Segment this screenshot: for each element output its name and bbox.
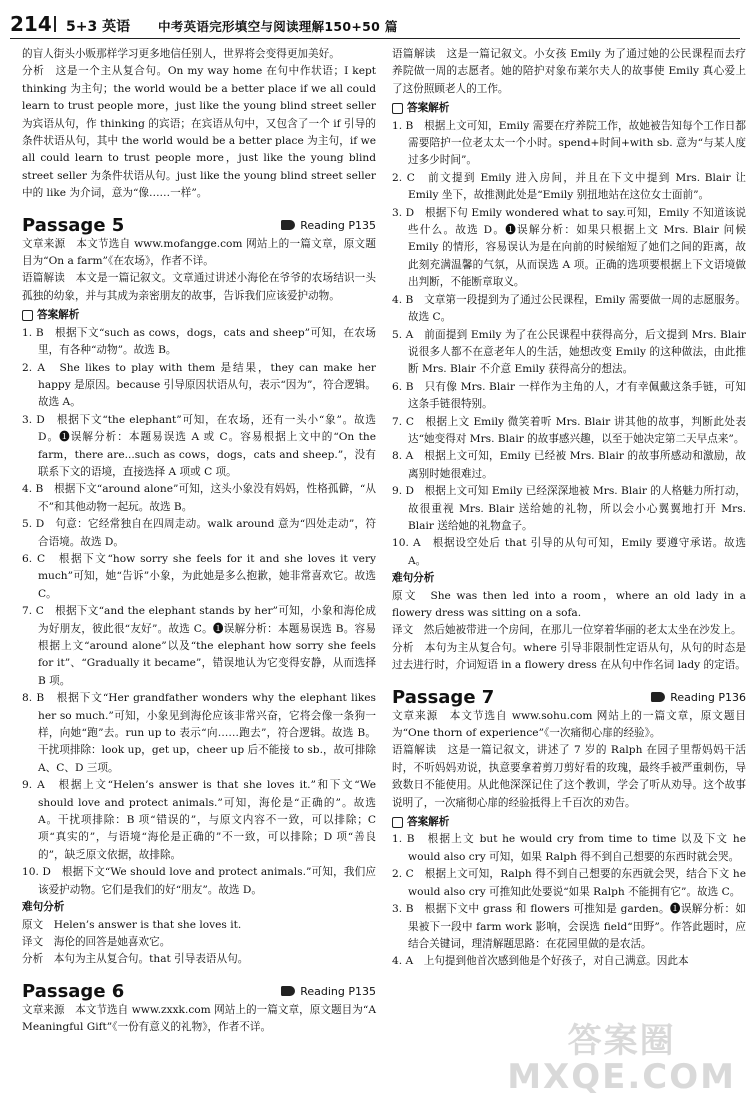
answer-item: 6. C 根据下文“how sorry she feels for it and she loves it very much”可知，她“告诉”小象，为此她是多么抱歉，她非常喜欢它。故选 C。 bbox=[22, 552, 376, 600]
answer-item: 5. D 句意：它经常独自在四周走动。walk around 意为“四处走动”，符合语境。故选 D。 bbox=[22, 518, 376, 548]
paragraph: 译文 然后她被带进一个房间，在那儿一位穿着华丽的老太太坐在沙发上。 bbox=[392, 624, 742, 637]
left-column bbox=[22, 46, 376, 1037]
answer-item: 3. D 根据下句 Emily wondered what to say.可知，Emily 不知道该说些什么。故选 D。❶误解分析：如果只根据上文 Mrs. Blair 问候 Emily 的情形，容易误认为是在向前的时候缩短了她们之间的距离，故此刻充满温馨的气氛，从而误选 A 项。正确的选项要根据上下文语境做出判断，不能断章取义。 bbox=[392, 206, 746, 289]
paragraph: 分析 本句为主从复合句。that 引导表语从句。 bbox=[22, 953, 249, 966]
passage-heading bbox=[22, 215, 376, 236]
passage-heading bbox=[392, 687, 746, 708]
answer-item: 3. D 根据下文“the elephant”可知，在农场，还有一头小“象”。故选 D。❶误解分析：本题易误选 A 或 C。容易根据上文中的“On the farm，there are...such as cows，dogs，cats and sheep.”，没有联系下文的语境，直接选择 A 项或 C 项。 bbox=[22, 413, 376, 478]
answer-item: 7. C 根据上文 Emily 微笑着听 Mrs. Blair 讲其他的故事，判断此处表达“她变得对 Mrs. Blair 的故事感兴趣，以至于她决定第二天早点来”。 bbox=[392, 415, 746, 445]
answer-item: 2. C 根据上文可知，Ralph 得不到自己想要的东西就会哭，结合下文 he would also cry 可推知此处要说“如果 Ralph 不能拥有它”。故选 C。 bbox=[392, 868, 746, 898]
lock-icon bbox=[392, 103, 403, 114]
answer-item: 8. A 根据上文可知，Emily 已经被 Mrs. Blair 的故事所感动和激励，故离别时她很难过。 bbox=[392, 450, 746, 480]
paragraph: 分析 这是一个主从复合句。On my way home 在句中作状语；I kept thinking 为主句；the world would be a better place if we all could learn to trust people more，just like the young blind street seller 为宾语从句，作 thinking 的宾语；在宾语从句中，又包含了一个 if 引导的条件状语从句，其中 the world would be a better place 为主句，if we all could learn to trust people more，just like the young blind street seller 为条件状语从句。just like the young blind street seller 中的 like 为介词，意为“像……一样”。 bbox=[22, 65, 376, 200]
answer-item: 4. B 文章第一段提到为了通过公民课程，Emily 需要做一周的志愿服务。故选 C。 bbox=[392, 293, 746, 324]
lock-icon bbox=[22, 310, 33, 321]
passage-title: Passage 5 bbox=[22, 214, 125, 236]
answer-section-label bbox=[392, 100, 746, 117]
page-number: 214 bbox=[10, 12, 52, 36]
answer-item: 2. A She likes to play with them 是结果，they can make her happy 是原因。because 引导原因状语从句，表示“因为”，符合逻辑。故选 A。 bbox=[22, 361, 376, 409]
paragraph: 原文 She was then led into a room，where an old lady in a flowery dress was sitting on a sofa. bbox=[392, 589, 746, 619]
paragraph: 文章来源 本文节选自 www.mofangge.com 网站上的一篇文章，原文题目为“On a farm”《在农场》，作者不详。 bbox=[22, 237, 376, 268]
reading-ref-text: Reading P135 bbox=[300, 984, 376, 998]
answer-item: 9. D 根据上文可知 Emily 已经深深地被 Mrs. Blair 的人格魅力所打动，故很重视 Mrs. Blair 送给她的礼物，所以会小心翼翼地打开 Mrs. Blair 送给她的礼物盒子。 bbox=[392, 485, 746, 532]
answer-section-text: 答案解析 bbox=[37, 309, 80, 322]
passage-heading bbox=[22, 981, 376, 1002]
reading-ref-text: Reading P136 bbox=[670, 690, 746, 704]
answer-section-text: 答案解析 bbox=[407, 102, 450, 115]
answer-item: 2. C 前文提到 Emily 进入房间，并且在下文中提到 Mrs. Blair 让 Emily 坐下，故推测此处是“Emily 别扭地站在这位女士面前”。 bbox=[392, 171, 746, 202]
answer-item: 1. B 根据下文“such as cows，dogs，cats and sheep”可知，在农场里，有各种“动物”。故选 B。 bbox=[22, 326, 376, 357]
answer-item: 4. A 上句提到他首次感到他是个好孩子，对自己满意。因此本 bbox=[392, 955, 689, 968]
lock-icon bbox=[392, 817, 403, 828]
header-divider bbox=[54, 16, 56, 32]
paragraph: 文章来源 本文节选自 www.sohu.com 网站上的一篇文章，原文题目为“One thorn of experience”《一次痛彻心扉的经验》。 bbox=[392, 709, 746, 740]
page-header bbox=[10, 8, 740, 39]
pointing-hand-icon bbox=[281, 986, 295, 996]
watermark-logo: 答案圈 MXQE.COM bbox=[507, 1021, 736, 1097]
paragraph: 原文 Helen’s answer is that she loves it. bbox=[22, 918, 242, 931]
paragraph: 分析 本句为主从复合句。where 引导非限制性定语从句，从句的时态是过去进行时，介词短语 in a flowery dress 在从句中作名词 lady 的定语。 bbox=[392, 641, 746, 672]
answer-item: 5. A 前面提到 Emily 为了在公民课程中获得高分，后文提到 Mrs. Blair 说很多人都不在意老年人的生活，她想改变 Emily 的这种做法，由此推断 Mrs. Blair 不介意 Emily 获得高分的想法。 bbox=[392, 328, 746, 376]
passage-title: Passage 7 bbox=[392, 686, 495, 708]
answer-section-text: 答案解析 bbox=[407, 816, 450, 829]
passage-title: Passage 6 bbox=[22, 980, 125, 1002]
pointing-hand-icon bbox=[651, 692, 665, 702]
answer-item: 9. A 根据上文“Helen’s answer is that she loves it.”和下文“We should love and protect animals.”可知，海伦是“正确的”。故选 A。干扰项排除：B 项“错误的”，与原文内容不一致，可以排除；C 项“真实的”，与语境“海伦是正确的”不一致，可以排除；D 项“善良的”，缺乏原文依据，故排除。 bbox=[22, 779, 376, 861]
book-name: 5+3 英语 bbox=[66, 19, 131, 35]
reading-ref bbox=[281, 985, 376, 998]
section-subtitle: 难句分析 bbox=[22, 901, 65, 914]
right-column bbox=[392, 46, 746, 971]
answer-item: 6. B 只有像 Mrs. Blair 一样作为主角的人，才有幸佩戴这条手链，可知这条手链很特别。 bbox=[392, 380, 746, 411]
answer-item: 3. B 根据下文中 grass 和 flowers 可推知是 garden。❶误解分析：如果被下一段中 farm work 影响，会误选 field“田野”。作答此题时，应结合关键词，理清解题思路：在花园里做的是农活。 bbox=[392, 903, 746, 950]
paragraph: 译文 海伦的回答是她喜欢它。 bbox=[22, 935, 171, 948]
answer-item: 10. D 根据下文“We should love and protect animals.”可知，我们应该爱护动物。它们是我们的好“朋友”。故选 D。 bbox=[22, 866, 376, 896]
paragraph: 的盲人街头小贩那样学习更多地信任别人，世界将会变得更加美好。 bbox=[22, 48, 340, 60]
reading-ref bbox=[651, 691, 746, 704]
answer-item: 10. A 根据设空处后 that 引导的从句可知，Emily 要遵守承诺。故选 A。 bbox=[392, 537, 746, 567]
paragraph: 语篇解读 本文是一篇记叙文。文章通过讲述小海伦在爷爷的农场结识一头孤独的幼象，并与其成为亲密朋友的故事，告诉我们应该爱护动物。 bbox=[22, 272, 376, 302]
book-title: 中考英语完形填空与阅读理解150+50 篇 bbox=[158, 19, 398, 34]
answer-item: 4. B 根据下文“around alone”可知，这头小象没有妈妈，性格孤僻，“从不”和其他动物一起玩。故选 B。 bbox=[22, 483, 376, 513]
answer-item: 1. B 根据上文可知，Emily 需要在疗养院工作，故她被告知每个工作日都需要陪护一位老太太一个小时。spend+时间+with sb. 意为“与某人度过多少时间”。 bbox=[392, 119, 746, 167]
paragraph: 文章来源 本文节选自 www.zxxk.com 网站上的一篇文章，原文题目为“A Meaningful Gift”《一份有意义的礼物》，作者不详。 bbox=[22, 1003, 376, 1034]
answer-item: 7. C 根据下文“and the elephant stands by her”可知，小象和海伦成为好朋友，彼此很“友好”。故选 C。❶误解分析：本题易误选 B。容易根据上文“around alone”以及“the elephant how sorry she feels for it”、“Gradually it became”，错误地认为它变得安静，从而选择 B 项。 bbox=[22, 605, 376, 687]
answer-section-label bbox=[22, 307, 376, 324]
paragraph: 语篇解读 这是一篇记叙文。小女孩 Emily 为了通过她的公民课程而去疗养院做一周的志愿者。她的陪护对象布莱尔夫人的故事使 Emily 真心爱上了这份照顾老人的工作。 bbox=[392, 48, 746, 95]
answer-item: 1. B 根据上文 but he would cry from time to time 以及下文 he would also cry 可知，如果 Ralph 得不到自己想要的东西时就会哭。 bbox=[392, 833, 746, 863]
reading-ref bbox=[281, 219, 376, 232]
answer-section-label bbox=[392, 814, 746, 831]
paragraph: 语篇解读 这是一篇记叙文，讲述了 7 岁的 Ralph 在园子里帮妈妈干活时，不听妈妈劝说，执意要拿着剪刀剪好看的玫瑰，最终手被严重刺伤，导致数日不能使用。从此他深深记住了这个教训，学会了听从劝导。这个故事说明了，一次痛彻心扉的经验抵得上千百次的劝告。 bbox=[392, 744, 746, 809]
reading-ref-text: Reading P135 bbox=[300, 218, 376, 232]
answer-item: 8. B 根据下文“Her grandfather wonders why the elephant likes her so much.”可知，小象见到海伦应该非常兴奋，它将会像一条狗一样，向她“跑”去。run up to 表示“向……跑去”，符合逻辑。故选 B。干扰项排除：look up，get up，cheer up 后不能接 to sb.，故可排除 A、C、D 三项。 bbox=[22, 692, 376, 774]
pointing-hand-icon bbox=[281, 220, 295, 230]
section-subtitle: 难句分析 bbox=[392, 572, 435, 585]
